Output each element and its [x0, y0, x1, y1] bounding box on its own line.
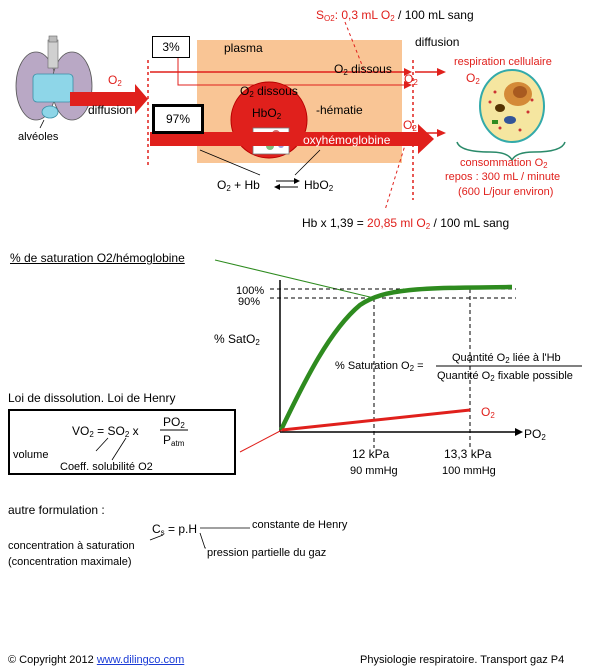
- repos-label: repos : 300 mL / minute: [445, 171, 561, 183]
- tick-90: 90%: [238, 296, 261, 308]
- x-tick-13kpa: 13,3 kPa: [444, 447, 492, 461]
- hbo2-rbc-label: HbO$_2$: [252, 106, 282, 121]
- diffusion-left-label: diffusion: [88, 103, 133, 117]
- alveoles-label: alvéoles: [18, 131, 59, 143]
- rbc-o2-arrow-label: $O_2$: [403, 118, 417, 133]
- oxyhemoglobine-label: oxyhémoglobine: [303, 133, 391, 147]
- chart-title: % de saturation O2/hémoglobine: [10, 251, 185, 265]
- formula-denominator: Quantité $O_2$ fixable possible: [437, 370, 573, 383]
- footer-page-label: Physiologie respiratoire. Transport gaz P4: [360, 654, 565, 666]
- plasma-o2-label: $O_2$: [404, 72, 418, 87]
- pct-bound-box: 97%: [152, 104, 204, 134]
- henry-volume-label: volume: [13, 449, 49, 461]
- henry-connector: [240, 430, 282, 452]
- consommation-label: consommation $O_2$: [460, 157, 548, 170]
- saturation-formula-lhs: % Saturation $O_2$ =: [335, 360, 424, 373]
- concentration-saturation-label: concentration à saturation: [8, 540, 135, 552]
- o2-dissous-label: $O_2$ dissous: [334, 62, 392, 77]
- footer-link[interactable]: www.dilingco.com: [96, 654, 185, 666]
- henry-fraction-num: $PO_2$: [163, 415, 185, 430]
- constante-henry-label: constante de Henry: [252, 519, 348, 531]
- s02-label: $S_{O2}$: 0,3 mL $O_2 / 100$ mL sang: [316, 8, 474, 23]
- x-axis-label: $PO_2$: [524, 427, 546, 442]
- plasma-label: plasma: [224, 41, 263, 55]
- par-jour-label: (600 L/jour environ): [458, 186, 554, 198]
- diffusion-right-label: diffusion: [415, 35, 460, 49]
- x-tick-12kpa: 12 kPa: [352, 447, 390, 461]
- cs-formula: $C_s = p.H$: [152, 522, 198, 537]
- o2-curve-label: $O_2$: [481, 405, 495, 420]
- autre-formulation: autre formulation :: [8, 503, 105, 517]
- respiration-cellulaire-label: respiration cellulaire: [454, 56, 552, 68]
- tick-100: 100%: [236, 285, 265, 297]
- formula-numerator: Quantité $O_2$ liée à l'Hb: [452, 352, 561, 365]
- equation-right: HbO$_2$: [304, 178, 334, 193]
- pct-dissolved-box: 3%: [152, 36, 190, 58]
- cell-o2-label: $O_2$: [466, 71, 480, 86]
- lung-o2-label: $O_2$: [108, 73, 122, 88]
- concentration-maximale-label: (concentration maximale): [8, 556, 132, 568]
- pression-partielle-label: pression partielle du gaz: [207, 547, 327, 559]
- henry-fraction-den: $P_{atm}$: [163, 433, 185, 448]
- x-tick-90mmhg: 90 mmHg: [350, 465, 398, 477]
- o2-dissolved-line: [282, 410, 470, 430]
- x-tick-100mmhg: 100 mmHg: [442, 465, 496, 477]
- hematie-label: -hématie: [316, 103, 363, 117]
- y-axis-label: % SatO$_2$: [214, 332, 260, 347]
- o2-dissous-rbc-label: $O_2$ dissous: [240, 84, 298, 99]
- hb-formula: Hb x 1,39 = 20,85 ml $O_2 / 100$ mL sang: [302, 216, 510, 231]
- henry-coeff-label: Coeff. solubilité O2: [60, 461, 153, 473]
- henry-formula: $VO_2 = SO_2$ x: [72, 424, 139, 439]
- equation-left: $O_2 + Hb$: [217, 178, 260, 193]
- footer-copyright: © Copyright 2012 www.dilingco.com: [8, 654, 185, 666]
- henry-title: Loi de dissolution. Loi de Henry: [8, 391, 176, 405]
